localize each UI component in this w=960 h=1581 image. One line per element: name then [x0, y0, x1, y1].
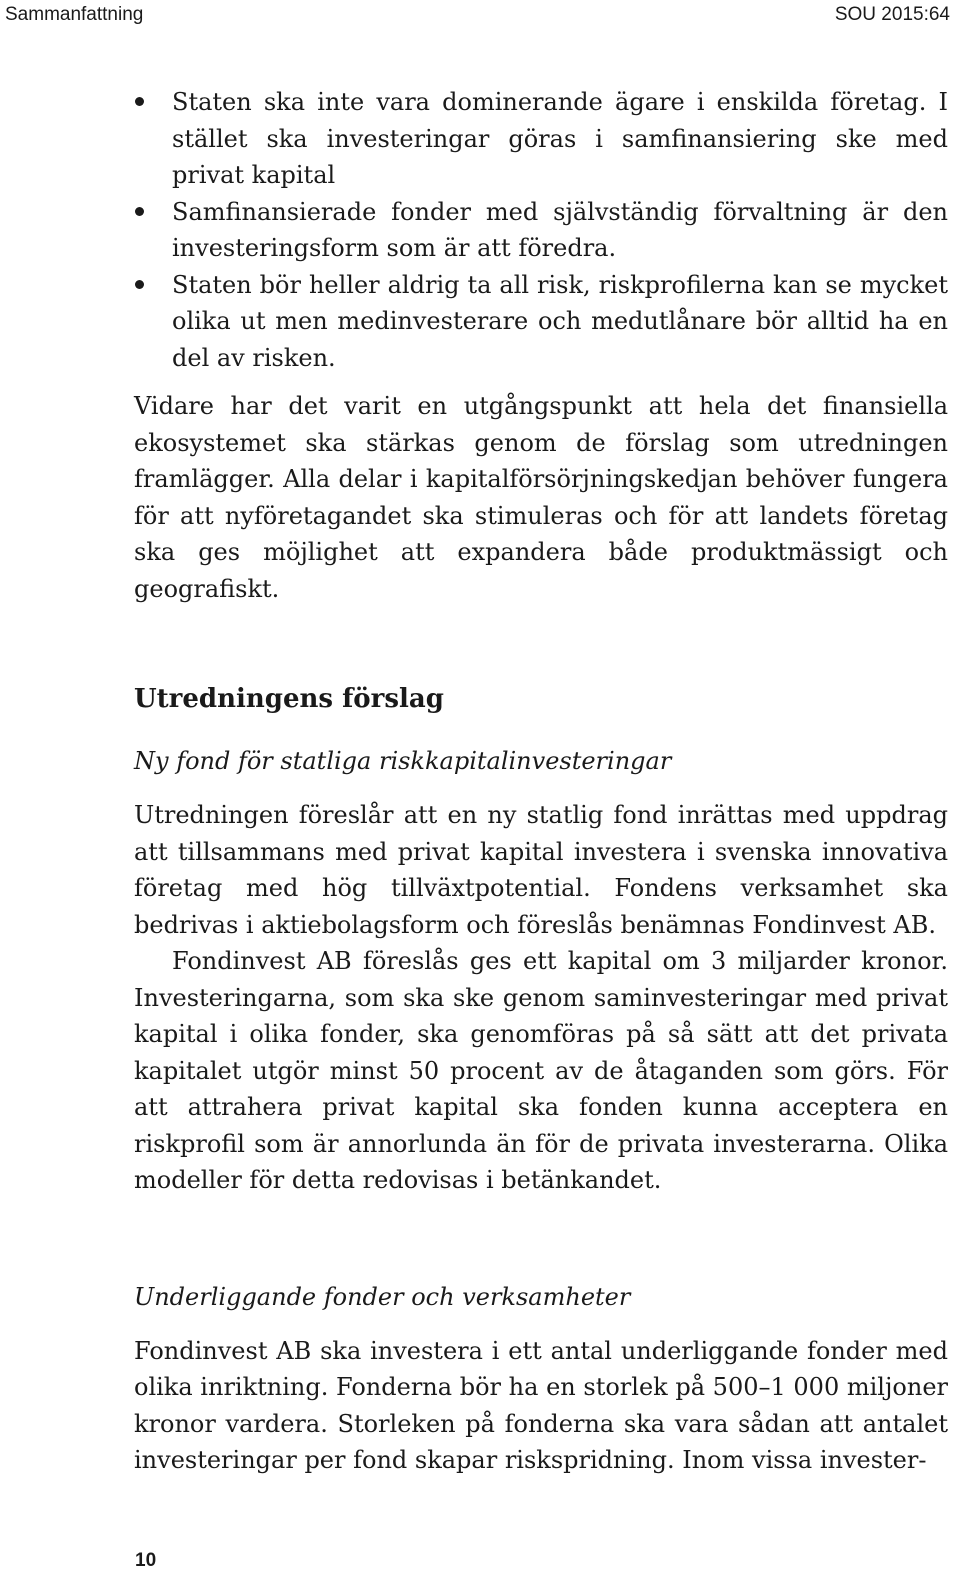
header-chapter-title: Sammanfattning	[5, 4, 144, 25]
bullet-text: Samfinansierade fonder med självständig förvaltning är den investeringsform som är att föredra.	[172, 197, 948, 262]
bullet-icon	[135, 280, 144, 289]
intro-paragraph: Vidare har det varit en utgångspunkt att hela det finansiella ekosystemet ska stärkas genom de förslag som utredningen framlägger. Alla delar i kapitalförsörjningskedjan behöver fungera för att nyföretagandet ska stimuleras och för att landets företag ska ges möjlighet att expandera både produktmässigt och geografiskt.	[134, 392, 948, 603]
body-paragraph: Fondinvest AB föreslås ges ett kapital om 3 miljarder kronor. Investeringarna, som ska ske genom saminvesteringar med privat kapital i olika fonder, ska genomföras på så sätt att det privata kapitalet utgör minst 50 procent av de åtaganden som görs. För att attrahera privat kapital ska fonden kunna acceptera en riskprofil som är annorlunda än för de privata investerarna. Olika modeller för detta redovisas i betänkandet.	[134, 947, 948, 1194]
bullet-item	[134, 84, 948, 194]
bullet-text: Staten ska inte vara dominerande ägare i enskilda företag. I stället ska investeringar göras i samfinansiering ske med privat kapital	[172, 88, 948, 189]
bullet-icon	[135, 97, 144, 106]
bullet-text: Staten bör heller aldrig ta all risk, riskprofilerna kan se mycket olika ut men medinvesterare och medutlånare bör alltid ha en del av risken.	[172, 270, 948, 372]
body-paragraph: Utredningen föreslår att en ny statlig fond inrättas med uppdrag att tillsammans med privat kapital investera i svenska innovativa företag med hög tillväxtpotential. Fondens verksamhet ska bedrivas i aktiebolagsform och föreslås benämnas Fondinvest AB.	[134, 801, 948, 939]
page-content	[134, 84, 948, 1479]
page-number: 10	[135, 1550, 157, 1571]
header-report-id: SOU 2015:64	[834, 4, 950, 25]
subsection-heading-new-fund: Ny fond för statliga riskkapitalinvesteringar	[134, 747, 672, 775]
section-heading: Utredningens förslag	[134, 684, 444, 714]
subsection-heading-underlying-funds: Underliggande fonder och verksamheter	[134, 1282, 631, 1311]
bullet-icon	[135, 207, 144, 216]
bullet-list	[134, 84, 948, 376]
body-paragraph: Fondinvest AB ska investera i ett antal underliggande fonder med olika inriktning. Fonderna bör ha en storlek på 500–1 000 miljoner kronor vardera. Storleken på fonderna ska vara sådan att antalet investeringar per fond skapar riskspridning. Inom vissa invester-	[134, 1336, 948, 1474]
running-header	[5, 2, 950, 28]
bullet-item	[134, 267, 948, 377]
bullet-item	[134, 194, 948, 267]
